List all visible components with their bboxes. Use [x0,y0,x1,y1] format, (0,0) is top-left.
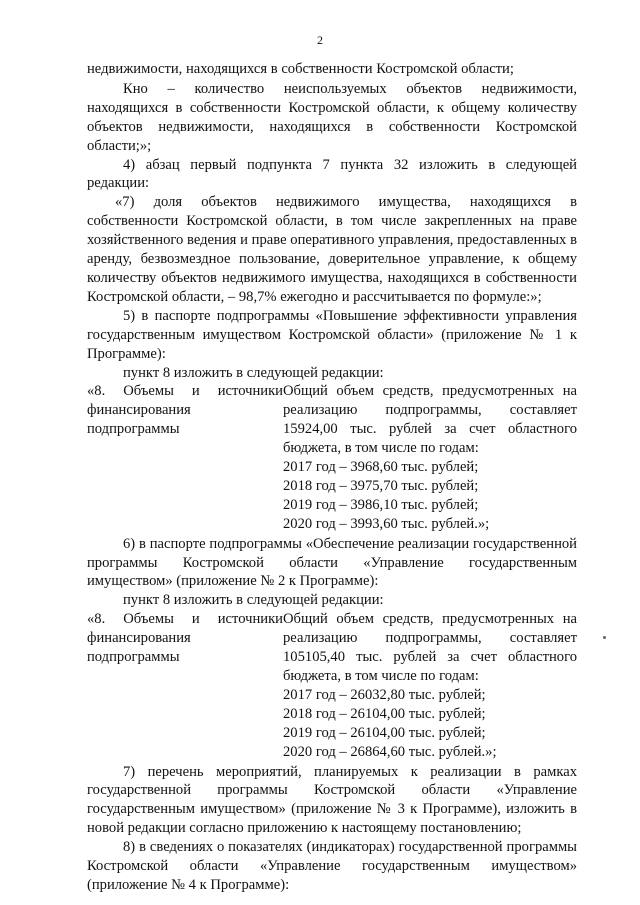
funding-table-1-value-cell [283,382,577,533]
page-number: 2 [317,33,323,47]
paragraph-item-6: 6) в паспорте подпрограммы «Обеспечение реализации государственной программы Костромской области «Управление государственным имуществом» (приложение № 2 к Программе): [87,535,577,590]
paragraph-item-8: 8) в сведениях о показателях (индикаторах) государственной программы Костромской области «Управление государственным имуществом» (приложение № 4 к Программе): [87,839,577,893]
paragraph-point-8-intro-2: пункт 8 изложить в следующей редакции: [123,592,384,609]
paragraph-continuation: недвижимости, находящихся в собственности Костромской области; [87,61,514,77]
scan-speck [603,636,606,639]
funding-table-2-year-2017: 2017 год – 26032,80 тыс. рублей; [283,686,486,703]
paragraph-point-8-intro-1: пункт 8 изложить в следующей редакции: [123,364,384,381]
funding-table-1-year-2019: 2019 год – 3986,10 тыс. рублей; [283,496,479,513]
paragraph-kno-definition: Кно – количество неиспользуемых объектов недвижимости, находящихся в собственности Костромской области, к общему количеству объектов недвижимости, находящихся в собственности Костромской области;»; [87,80,577,154]
funding-table-2-total: Общий объем средств, предусмотренных на реализацию подпрограммы, составляет 105105,40 тыс. рублей за счет областного бюджета, в том числе по годам: [283,611,577,684]
funding-table-2-label-cell [87,610,283,761]
paragraph-quoted-item-7: «7) доля объектов недвижимого имущества, находящихся в собственности Костромской области, в том числе закрепленных на праве хозяйственного ведения и праве оперативного управления, предоставленных в аренду, безвозмездное пользование, доверительное управление, к общему количеству объектов недвижимого имущества, находящихся в собственности Костромской области, – 98,7% ежегодно и рассчитывается по формуле:»; [87,194,577,305]
funding-table-2-label: «8. Объемы и источники финансирования подпрограммы [87,611,283,666]
funding-table-2-year-2020: 2020 год – 26864,60 тыс. рублей.»; [283,743,497,760]
funding-table-1 [87,382,577,533]
paragraph-item-7: 7) перечень мероприятий, планируемых к реализации в рамках государственной программы Костромской области «Управление государственным имуществом» (приложение № 3 к Программе), изложить в новой редакции согласно приложению к настоящему постановлению; [87,763,577,837]
document-body [87,60,577,895]
funding-table-1-year-2018: 2018 год – 3975,70 тыс. рублей; [283,477,479,494]
funding-table-2-year-2018: 2018 год – 26104,00 тыс. рублей; [283,705,486,722]
funding-table-1-label: «8. Объемы и источники финансирования подпрограммы [87,383,283,438]
funding-table-2 [87,610,577,761]
paragraph-item-4: 4) абзац первый подпункта 7 пункта 32 изложить в следующей редакции: [87,156,577,192]
funding-table-2-year-2019: 2019 год – 26104,00 тыс. рублей; [283,724,486,741]
funding-table-1-year-2017: 2017 год – 3968,60 тыс. рублей; [283,459,479,476]
funding-table-1-total: Общий объем средств, предусмотренных на реализацию подпрограммы, составляет 15924,00 тыс. рублей за счет областного бюджета, в том числе по годам: [283,383,577,457]
funding-table-2-value-cell [283,610,577,761]
funding-table-1-year-2020: 2020 год – 3993,60 тыс. рублей.»; [283,515,490,532]
paragraph-item-5: 5) в паспорте подпрограммы «Повышение эффективности управления государственным имуществом Костромской области» (приложение № 1 к Программе): [87,307,577,362]
funding-table-1-label-cell [87,382,283,533]
